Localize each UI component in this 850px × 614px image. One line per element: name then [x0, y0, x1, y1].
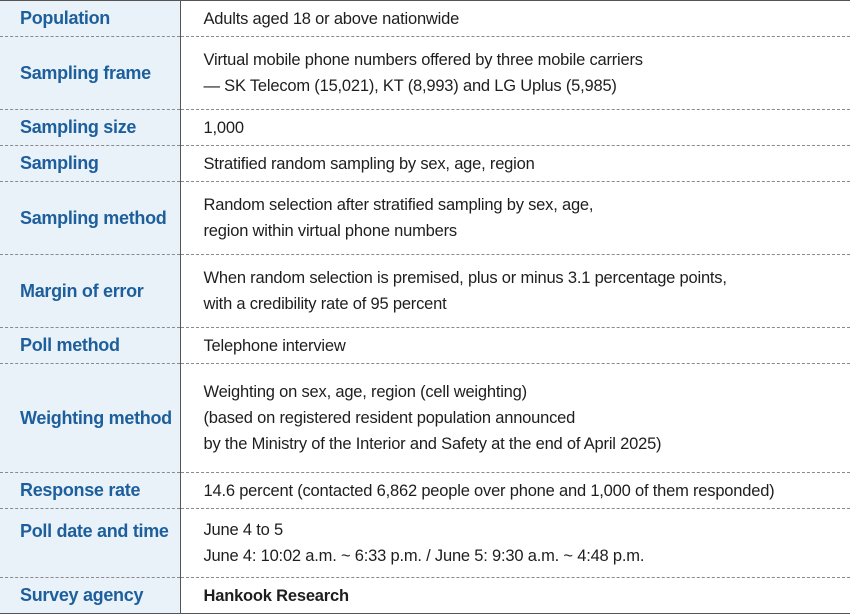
value-line: Adults aged 18 or above nationwide — [203, 9, 460, 28]
row-value — [180, 509, 850, 578]
row-value — [180, 1, 850, 37]
row-label: Poll date and time — [0, 509, 180, 578]
row-value — [180, 473, 850, 509]
value-line: 14.6 percent (contacted 6,862 people over phone and 1,000 of them responded) — [203, 481, 775, 500]
row-population — [0, 1, 850, 37]
value-line: by the Ministry of the Interior and Safety at the end of April 2025) — [203, 435, 662, 453]
value-line: with a credibility rate of 95 percent — [203, 295, 447, 313]
value-line: (based on registered resident population announced — [203, 409, 576, 427]
row-poll-method — [0, 328, 850, 364]
row-sampling-method — [0, 182, 850, 255]
value-line: Virtual mobile phone numbers offered by three mobile carriers — [203, 51, 643, 69]
row-value — [180, 182, 850, 255]
row-value — [180, 37, 850, 110]
value-line: Random selection after stratified sampling by sex, age, — [203, 196, 594, 214]
row-label: Response rate — [0, 473, 180, 509]
row-poll-date-and-time — [0, 509, 850, 578]
value-line: region within virtual phone numbers — [203, 222, 457, 240]
value-line: 1,000 — [203, 118, 244, 137]
value-line: June 4 to 5 — [203, 521, 283, 539]
row-label: Weighting method — [0, 364, 180, 473]
value-line: — SK Telecom (15,021), KT (8,993) and LG Uplus (5,985) — [203, 77, 617, 95]
row-response-rate — [0, 473, 850, 509]
row-label: Survey agency — [0, 578, 180, 614]
value-line: Stratified random sampling by sex, age, region — [203, 154, 535, 173]
row-label: Sampling method — [0, 182, 180, 255]
row-label: Sampling frame — [0, 37, 180, 110]
row-label: Poll method — [0, 328, 180, 364]
value-line: June 4: 10:02 a.m. ~ 6:33 p.m. / June 5: 9:30 a.m. ~ 4:48 p.m. — [203, 547, 645, 565]
row-sampling-size — [0, 110, 850, 146]
value-line: Hankook Research — [203, 586, 349, 605]
row-sampling-frame — [0, 37, 850, 110]
row-value — [180, 255, 850, 328]
row-value — [180, 364, 850, 473]
row-value — [180, 110, 850, 146]
row-weighting-method — [0, 364, 850, 473]
row-label: Sampling size — [0, 110, 180, 146]
row-label: Population — [0, 1, 180, 37]
row-sampling — [0, 146, 850, 182]
row-value — [180, 146, 850, 182]
row-margin-of-error — [0, 255, 850, 328]
value-line: Telephone interview — [203, 336, 346, 355]
row-label: Margin of error — [0, 255, 180, 328]
row-value — [180, 578, 850, 614]
value-line: Weighting on sex, age, region (cell weighting) — [203, 383, 527, 401]
row-label: Sampling — [0, 146, 180, 182]
row-value — [180, 328, 850, 364]
row-survey-agency — [0, 578, 850, 614]
value-line: When random selection is premised, plus or minus 3.1 percentage points, — [203, 269, 727, 287]
